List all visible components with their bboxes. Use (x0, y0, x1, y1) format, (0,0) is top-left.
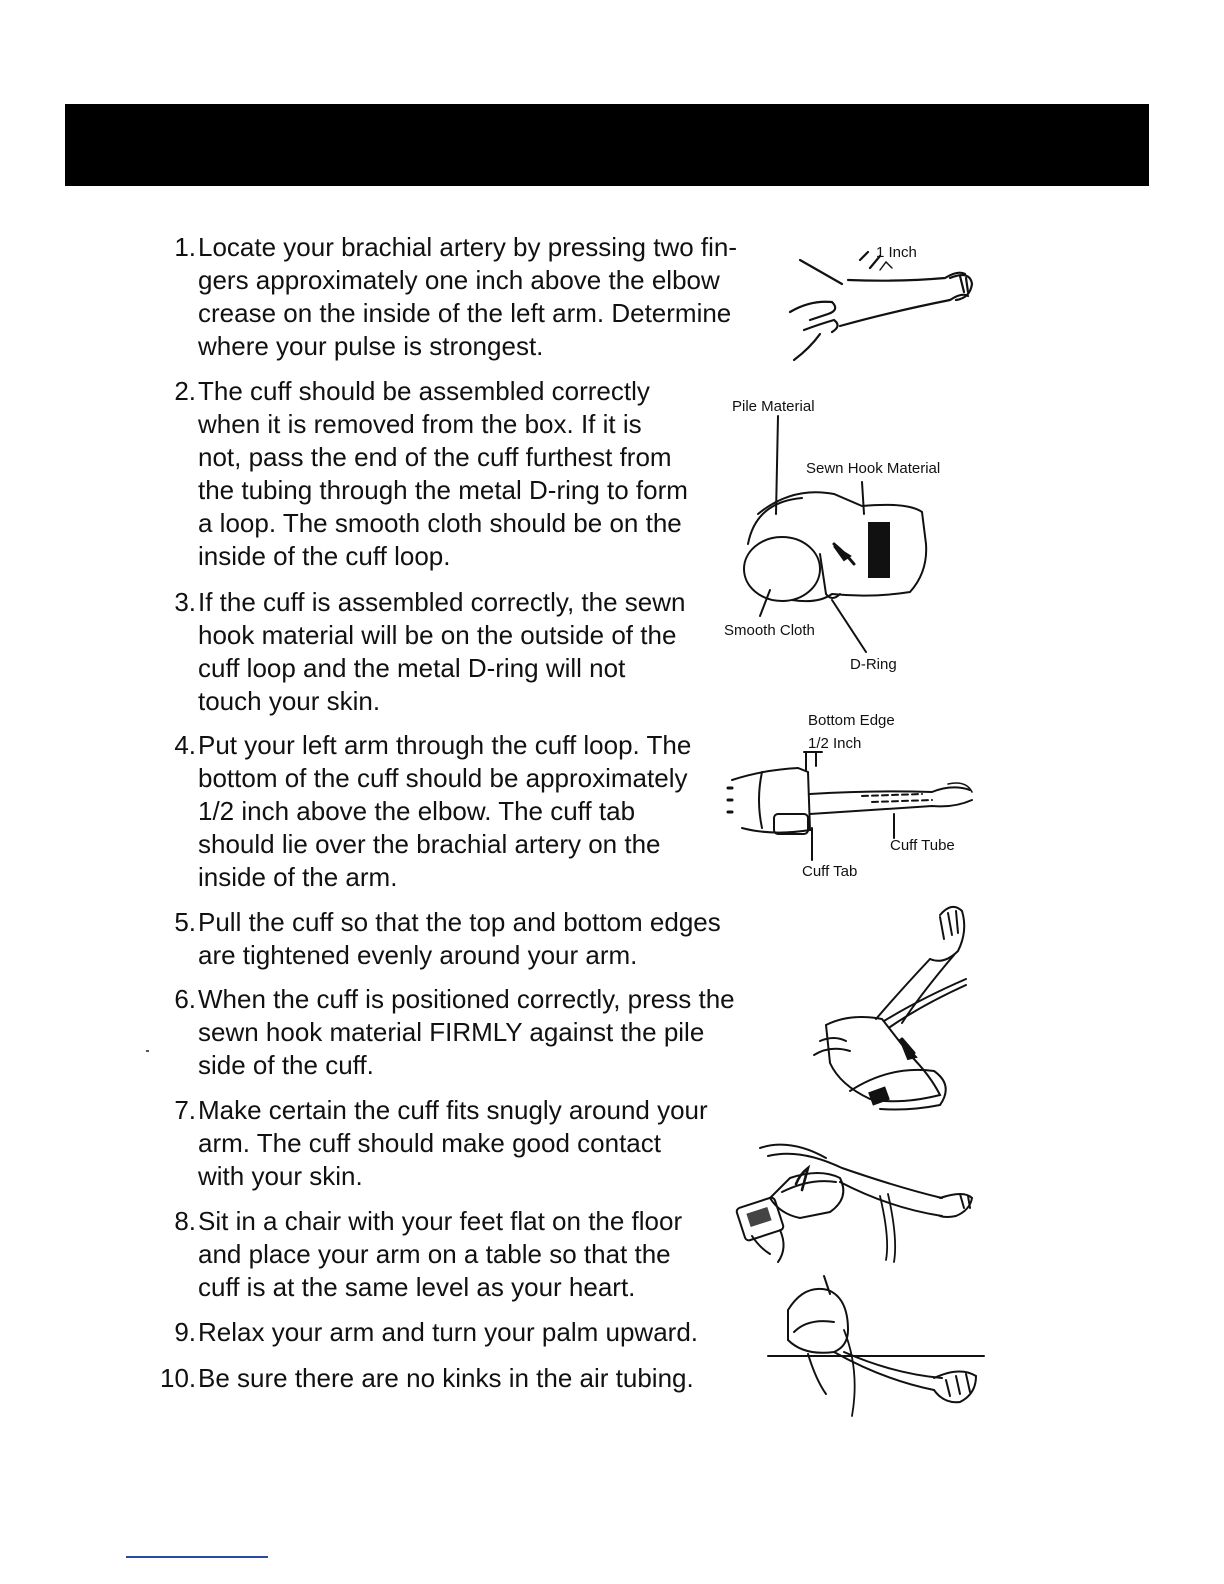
step-7 (160, 1094, 780, 1193)
step-text-line: inside of the cuff loop. (198, 541, 451, 571)
step-number: 4. (174, 730, 196, 760)
smooth-cloth-label: Smooth Cloth (724, 622, 815, 639)
cuff-icon (722, 394, 982, 684)
step-text-line: sewn hook material FIRMLY against the pile (198, 1017, 705, 1047)
step-text-line: should lie over the brachial artery on the (198, 829, 661, 859)
step-number: 7. (174, 1095, 196, 1125)
step-text-line: where your pulse is strongest. (198, 331, 544, 361)
step-text-line: Make certain the cuff fits snugly around your (198, 1095, 708, 1125)
step-text-line: not, pass the end of the cuff furthest from (198, 442, 672, 472)
step-number: 8. (174, 1206, 196, 1236)
step-text-line: The cuff should be assembled correctly (198, 376, 650, 406)
cuff-tab-label: Cuff Tab (802, 863, 858, 880)
step-text-line: If the cuff is assembled correctly, the sewn (198, 587, 686, 617)
step-text-line: cuff loop and the metal D-ring will not (198, 653, 626, 683)
step-text-line: and place your arm on a table so that the (198, 1239, 671, 1269)
step-text-line: are tightened evenly around your arm. (198, 940, 638, 970)
step-4 (160, 729, 780, 894)
step-2 (160, 375, 780, 573)
step-text-line: 1/2 inch above the elbow. The cuff tab (198, 796, 636, 826)
step-text-line: bottom of the cuff should be approximately (198, 763, 688, 793)
step-8 (160, 1205, 780, 1304)
step-text-line: Sit in a chair with your feet flat on the floor (198, 1206, 683, 1236)
step-text-line: inside of the arm. (198, 862, 398, 892)
step-number: 10. (160, 1363, 197, 1393)
step-text-line: hook material will be on the outside of the (198, 620, 677, 650)
step-6 (160, 983, 780, 1082)
step-9 (160, 1316, 780, 1349)
step-text-line: the tubing through the metal D-ring to form (198, 475, 688, 505)
d-ring-label: D-Ring (850, 656, 897, 673)
step-text-line: Be sure there are no kinks in the air tubing. (198, 1363, 694, 1393)
step-text-line: touch your skin. (198, 686, 381, 716)
cuff-tighten-icon (790, 895, 980, 1125)
pile-material-label: Pile Material (732, 398, 815, 415)
step-text-line: a loop. The smooth cloth should be on the (198, 508, 682, 538)
arm-fingers-icon (780, 240, 980, 370)
arm-seated-icon (730, 1138, 980, 1268)
arm-on-table-icon (764, 1270, 989, 1420)
step-number: 1. (174, 232, 196, 262)
step-number: 2. (174, 376, 196, 406)
step-text-line: When the cuff is positioned correctly, press the (198, 984, 735, 1014)
sewn-hook-label: Sewn Hook Material (806, 460, 941, 477)
step-text-line: Relax your arm and turn your palm upward. (198, 1317, 699, 1347)
cuff-placement-icon (722, 710, 982, 885)
cuff-tube-label: Cuff Tube (890, 837, 955, 854)
scan-speck (146, 1050, 149, 1052)
step-text-line: arm. The cuff should make good contact (198, 1128, 661, 1158)
step-number: 5. (174, 907, 196, 937)
half-inch-label: 1/2 Inch (808, 735, 862, 752)
step-text-line: gers approximately one inch above the elbow (198, 265, 720, 295)
bottom-edge-label: Bottom Edge (808, 712, 895, 729)
step-text-line: Pull the cuff so that the top and bottom edges (198, 907, 721, 937)
step-text-line: crease on the inside of the left arm. Determine (198, 298, 732, 328)
step-text-line: when it is removed from the box. If it is (198, 409, 642, 439)
step-5 (160, 906, 780, 972)
step-10 (160, 1362, 780, 1395)
step-text-line: Locate your brachial artery by pressing two fin- (198, 232, 738, 262)
inch-label: 1 Inch (876, 244, 917, 261)
step-number: 6. (174, 984, 196, 1014)
step-text-line: with your skin. (198, 1161, 363, 1191)
step-1 (160, 231, 780, 363)
step-text-line: cuff is at the same level as your heart. (198, 1272, 636, 1302)
step-3 (160, 586, 780, 718)
step-number: 3. (174, 587, 196, 617)
step-text-line: side of the cuff. (198, 1050, 374, 1080)
footer-rule (126, 1556, 268, 1558)
step-number: 9. (174, 1317, 196, 1347)
step-text-line: Put your left arm through the cuff loop. The (198, 730, 692, 760)
